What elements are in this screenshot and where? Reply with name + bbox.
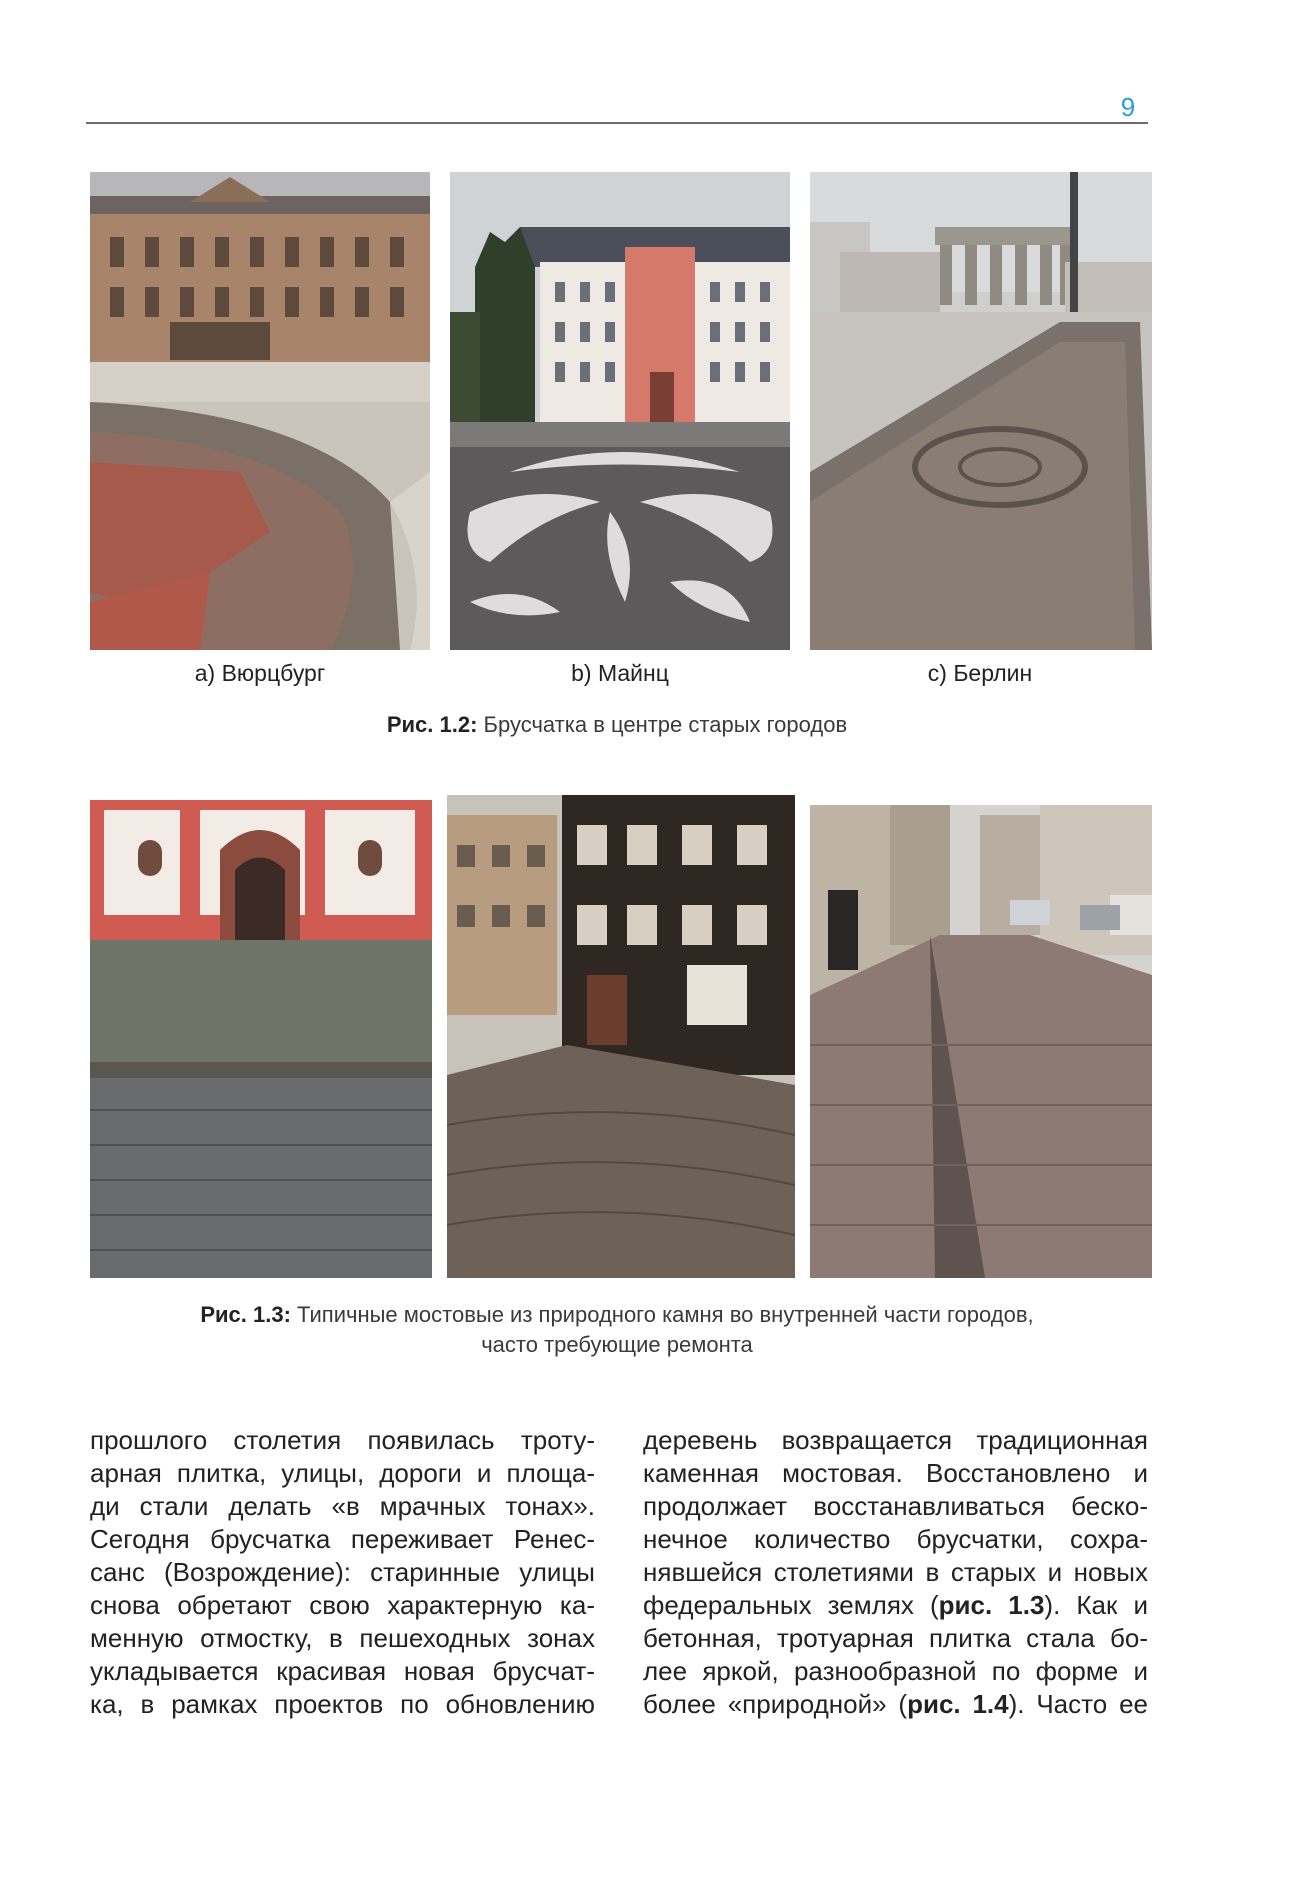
- body-line: ди стали делать «в мрачных тонах».: [90, 1491, 595, 1521]
- photo-church-pavement: [90, 800, 432, 1278]
- figure-reference: рис. 1.3: [938, 1590, 1045, 1620]
- subcaption-a: а) Вюрцбург: [194, 660, 326, 686]
- body-line: менную отмостку, в пешеходных зонах: [90, 1623, 595, 1653]
- body-text: федеральных землях (: [643, 1590, 939, 1620]
- body-line: арная плитка, улицы, дороги и площа-: [90, 1458, 595, 1488]
- figure-1-3-caption-line2: часто требующие ремонта: [481, 1332, 753, 1357]
- body-line: лее яркой, разнообразной по форме и: [643, 1656, 1148, 1686]
- subcaption-b: b) Майнц: [571, 660, 669, 686]
- body-line: каменная мостовая. Восстановлено и: [643, 1458, 1148, 1488]
- body-text: ). Часто ее: [1008, 1689, 1148, 1719]
- body-line: бетонная, тротуарная плитка стала бо-: [643, 1623, 1148, 1653]
- body-column-right: [643, 1424, 1148, 1721]
- body-line: деревень возвращается традиционная: [643, 1425, 1148, 1455]
- body-line: продолжает восстанавливаться беско-: [643, 1491, 1148, 1521]
- figure-1-3-caption-line1: [86, 1300, 1148, 1330]
- subcaption-c: с) Берлин: [927, 660, 1033, 686]
- figure-1-2-caption: [86, 710, 1148, 740]
- body-line: укладывается красивая новая брусчат-: [90, 1656, 595, 1686]
- body-line: снова обретают свою характерную ка-: [90, 1590, 595, 1620]
- photo-berlin: [810, 172, 1152, 650]
- body-line: [643, 1688, 1148, 1721]
- photo-half-timbered-street: [447, 795, 795, 1278]
- figure-1-2-label: Рис. 1.2:: [386, 712, 478, 737]
- body-line: прошлого столетия появилась троту-: [90, 1425, 595, 1455]
- body-line: нечное количество брусчатки, сохра-: [643, 1524, 1148, 1554]
- body-text: более «природной» (: [643, 1689, 908, 1719]
- figure-1-3-label: Рис. 1.3:: [200, 1302, 291, 1327]
- figure-1-3-text-1: Типичные мостовые из природного камня во внутренней части городов,: [290, 1302, 1034, 1327]
- body-line: Сегодня брусчатка переживает Ренес-: [90, 1524, 595, 1554]
- body-line: санс (Возрождение): старинные улицы: [90, 1557, 595, 1587]
- body-line: ка, в рамках проектов по обновлению: [90, 1689, 595, 1719]
- page-number: 9: [1120, 92, 1136, 122]
- figure-1-3-caption: [86, 1300, 1148, 1360]
- photo-mainz: [450, 172, 790, 650]
- body-text: ). Как и: [1044, 1590, 1148, 1620]
- header-rule: [86, 122, 1148, 124]
- photo-narrow-street: [810, 805, 1152, 1278]
- photo-wurzburg: [90, 172, 430, 650]
- body-line: нявшейся столетиями в старых и новых: [643, 1557, 1148, 1587]
- figure-reference: рис. 1.4: [907, 1689, 1009, 1719]
- figure-1-2-text: Брусчатка в центре старых городов: [477, 712, 848, 737]
- body-line: [643, 1589, 1148, 1622]
- body-column-left: [90, 1424, 595, 1721]
